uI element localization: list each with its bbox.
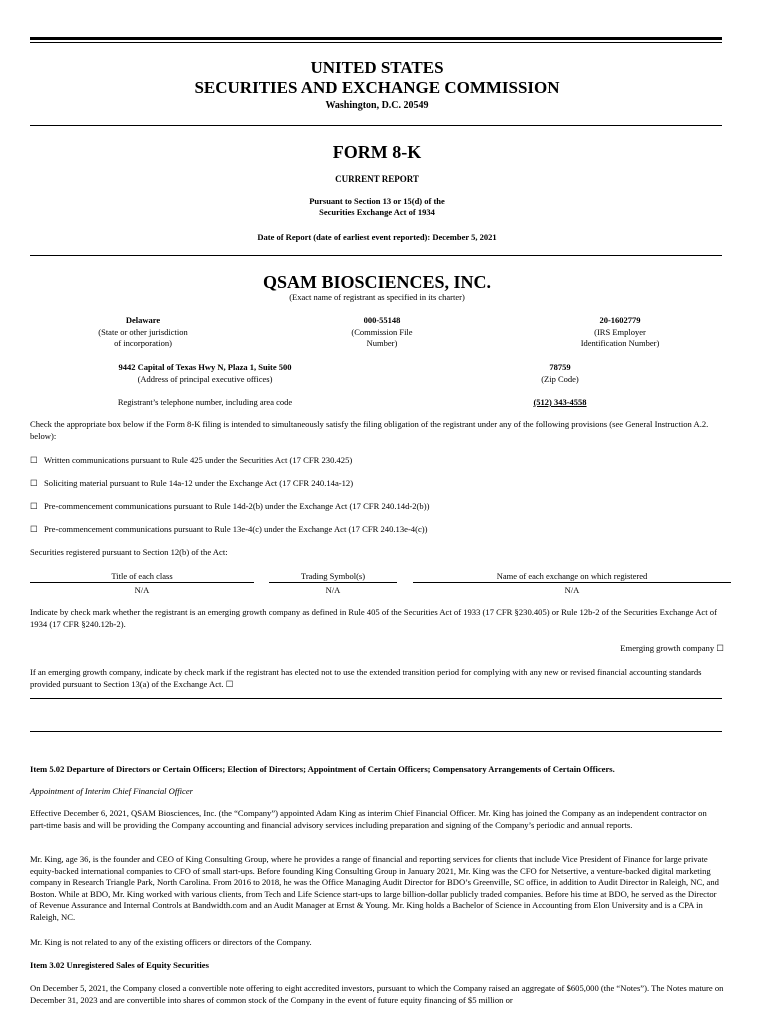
emerging-growth-paragraph: Indicate by check mark whether the registrant is an emerging growth company as defined in Rule 405 of the Securities Act of 1933 (17 CFR §230.405) or Rule 12b-2 of the Securities Exchange Act of 1934 (17 CFR §240.12b-2). <box>30 607 717 629</box>
checkbox-item[interactable] <box>30 524 428 535</box>
zip-value: 78759 <box>549 362 571 372</box>
commission-value: 000-55148 <box>363 315 401 325</box>
irs-caption-line2: Identification Number) <box>580 338 660 348</box>
zip-caption: (Zip Code) <box>541 374 579 384</box>
pursuant-line2: Securities Exchange Act of 1934 <box>319 207 435 217</box>
checkbox-icon[interactable]: ☐ <box>30 501 38 511</box>
emerging-growth-label[interactable]: Emerging growth company ☐ <box>620 643 724 653</box>
divider <box>30 125 722 126</box>
checkbox-icon[interactable]: ☐ <box>30 524 38 534</box>
item-302-paragraph-1: On December 5, 2021, the Company closed a convertible note offering to eight accredited investors, pursuant to which the Company raised an aggregate of $605,000 (the “Notes”). The Notes mature on December 31, 2023 and are convertible into shares of common stock of the Company in the event of future equity financing of $5 million or <box>30 983 724 1005</box>
securities-header-title: Title of each class <box>111 571 173 581</box>
checkbox-item[interactable] <box>30 501 429 512</box>
item-502-heading: Item 5.02 Departure of Directors or Certain Officers; Election of Directors; Appointment of Certain Officers; Compensatory Arrangements of Certain Officers. <box>30 764 615 774</box>
securities-header-symbol: Trading Symbol(s) <box>300 571 366 581</box>
commission-caption <box>302 327 462 349</box>
state-caption-line2: of incorporation) <box>114 338 172 348</box>
header-line1: UNITED STATES <box>310 58 444 77</box>
form-subtitle: CURRENT REPORT <box>335 174 419 184</box>
checkbox-intro: Check the appropriate box below if the Form 8-K filing is intended to simultaneously satisfy the filing obligation of the registrant under any of the following provisions (see General Instruction A.2. below): <box>30 419 709 441</box>
checkbox-icon[interactable]: ☐ <box>30 455 38 465</box>
state-value: Delaware <box>125 315 161 325</box>
state-caption-line1: (State or other jurisdiction <box>98 327 188 337</box>
registrant-name: QSAM BIOSCIENCES, INC. <box>262 272 492 292</box>
securities-header-rule <box>269 582 397 583</box>
securities-header-exchange: Name of each exchange on which registered <box>496 571 648 581</box>
divider <box>30 255 722 256</box>
securities-cell: N/A <box>134 585 150 595</box>
checkbox-label: Pre-commencement communications pursuant to Rule 14d-2(b) under the Exchange Act (17 CFR 240.14d-2(b)) <box>44 501 430 511</box>
pursuant-line1: Pursuant to Section 13 or 15(d) of the <box>309 196 445 206</box>
securities-intro: Securities registered pursuant to Section 12(b) of the Act: <box>30 547 228 557</box>
item-502-paragraph-3: Mr. King is not related to any of the existing officers or directors of the Company. <box>30 937 312 947</box>
checkbox-label: Pre-commencement communications pursuant to Rule 13e-4(c) under the Exchange Act (17 CFR 240.13e-4(c)) <box>44 524 428 534</box>
date-of-report: Date of Report (date of earliest event reported): December 5, 2021 <box>257 232 497 242</box>
checkbox-icon[interactable]: ☐ <box>30 478 38 488</box>
securities-header-rule <box>30 582 254 583</box>
transition-paragraph: If an emerging growth company, indicate by check mark if the registrant has elected not to use the extended transition period for complying with any new or revised financial accounting standards provided pursuant to Section 13(a) of the Exchange Act. ☐ <box>30 667 702 689</box>
state-caption <box>63 327 223 349</box>
checkbox-item[interactable] <box>30 478 353 489</box>
divider <box>30 731 722 732</box>
address-value: 9442 Capital of Texas Hwy N, Plaza 1, Suite 500 <box>118 362 292 372</box>
header-line2: SECURITIES AND EXCHANGE COMMISSION <box>194 78 560 97</box>
securities-cell: N/A <box>325 585 341 595</box>
divider <box>30 698 722 699</box>
irs-caption <box>540 327 700 349</box>
item-502-paragraph-2: Mr. King, age 36, is the founder and CEO of King Consulting Group, where he provides a range of financial and reporting services for clients that include Vice President of Finance for large private equity-backed international companies to CFO of small start-ups. Before founding King Consulting Group in January 2021, Mr. King was the CFO for Netsertive, a venture-backed digital marketing company in Research Triangle Park, North Carolina. From 2016 to 2018, he was the Office Managing Audit Director for BDO’s Greenville, SC office, in addition to Audit Director in Raleigh, NC, and Boston. While at BDO, Mr. King worked with various clients, from Tech and Life Science start-ups to large billion-dollar publicly traded companies. Before his time at BDO, he served as the Director of Revenue Assurance and Internal Controls at Bandwidth.com and an Audit Manager at Ernst & Young. Mr. King holds a Bachelor of Science in Accounting from Elon University and is a CPA in Raleigh, NC. <box>30 854 719 922</box>
top-rule-thick <box>30 37 722 40</box>
address-caption: (Address of principal executive offices) <box>137 374 273 384</box>
header-line3: Washington, D.C. 20549 <box>325 100 429 111</box>
irs-caption-line1: (IRS Employer <box>594 327 646 337</box>
irs-value: 20-1602779 <box>599 315 641 325</box>
form-title: FORM 8-K <box>332 142 422 162</box>
item-502-subheading: Appointment of Interim Chief Financial Officer <box>30 786 194 796</box>
checkbox-item[interactable] <box>30 455 352 466</box>
phone-label: Registrant’s telephone number, including area code <box>117 397 293 407</box>
top-rule-thin <box>30 42 722 43</box>
registrant-name-caption: (Exact name of registrant as specified in its charter) <box>289 292 465 302</box>
securities-header-rule <box>413 582 731 583</box>
commission-caption-line1: (Commission File <box>351 327 413 337</box>
securities-cell: N/A <box>564 585 580 595</box>
phone-value: (512) 343-4558 <box>533 397 587 407</box>
checkbox-label: Soliciting material pursuant to Rule 14a-12 under the Exchange Act (17 CFR 240.14a-12) <box>44 478 354 488</box>
item-302-heading: Item 3.02 Unregistered Sales of Equity Securities <box>30 960 209 970</box>
item-502-paragraph-1: Effective December 6, 2021, QSAM Biosciences, Inc. (the “Company”) appointed Adam King as interim Chief Financial Officer. Mr. King has joined the Company as an independent contractor on part-time basis and will be providing the Company accounting and financial advisory services including preparation and signing of the Company’s periodic and annual reports. <box>30 808 707 830</box>
checkbox-label: Written communications pursuant to Rule 425 under the Securities Act (17 CFR 230.425) <box>44 455 353 465</box>
commission-caption-line2: Number) <box>366 338 398 348</box>
